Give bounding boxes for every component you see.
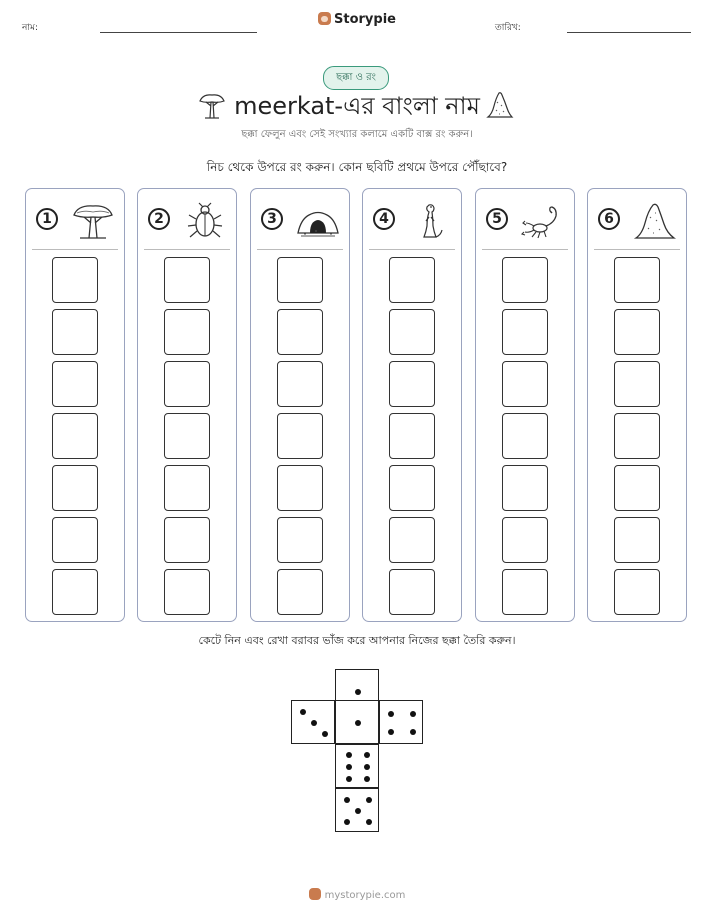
color-box[interactable] — [164, 309, 210, 355]
color-box[interactable] — [614, 361, 660, 407]
color-box[interactable] — [277, 309, 323, 355]
die-pip — [388, 711, 394, 717]
die-face-left-3 — [291, 700, 335, 744]
color-box[interactable] — [164, 257, 210, 303]
color-box[interactable] — [277, 413, 323, 459]
die-pip — [364, 776, 370, 782]
color-box[interactable] — [52, 465, 98, 511]
die-pip — [355, 808, 361, 814]
brand-name: Storypie — [334, 12, 396, 27]
color-box[interactable] — [389, 465, 435, 511]
color-box[interactable] — [502, 309, 548, 355]
name-line[interactable] — [100, 32, 257, 33]
column-divider — [369, 249, 455, 250]
color-box[interactable] — [277, 465, 323, 511]
beetle-icon — [182, 201, 228, 241]
color-box[interactable] — [52, 413, 98, 459]
column-divider — [144, 249, 230, 250]
die-pip — [344, 797, 350, 803]
column-number: 5 — [486, 208, 508, 230]
die-face-center-1 — [335, 700, 379, 744]
die-pip — [355, 689, 361, 695]
page-title: meerkat-এর বাংলা নাম — [234, 92, 480, 120]
column-6 — [587, 188, 687, 622]
color-box[interactable] — [164, 465, 210, 511]
color-box[interactable] — [52, 569, 98, 615]
color-box[interactable] — [277, 569, 323, 615]
color-box[interactable] — [164, 413, 210, 459]
color-box[interactable] — [164, 569, 210, 615]
cut-instruction: কেটে নিন এবং রেখা বরাবর ভাঁজ করে আপনার নিজের ছক্কা তৈরি করুন। — [198, 634, 516, 647]
brand-logo — [0, 12, 714, 27]
column-3 — [250, 188, 350, 622]
color-box[interactable] — [164, 361, 210, 407]
column-2 — [137, 188, 237, 622]
date-line[interactable] — [567, 32, 691, 33]
footer — [0, 888, 714, 901]
die-face-right-4 — [379, 700, 423, 744]
termite-mound-icon — [485, 90, 515, 120]
color-box[interactable] — [614, 517, 660, 563]
color-box[interactable] — [52, 257, 98, 303]
question-text: নিচ থেকে উপরে রং করুন। কোন ছবিটি প্রথমে উপরে পৌঁছাবে? — [206, 160, 508, 174]
color-box[interactable] — [389, 257, 435, 303]
meerkat-icon — [407, 201, 453, 241]
column-4 — [362, 188, 462, 622]
color-box[interactable] — [389, 309, 435, 355]
footer-url: mystorypie.com — [324, 890, 406, 901]
die-pip — [410, 711, 416, 717]
color-box[interactable] — [277, 257, 323, 303]
column-number: 3 — [261, 208, 283, 230]
die-pip — [346, 764, 352, 770]
column-5 — [475, 188, 575, 622]
die-pip — [366, 819, 372, 825]
die-pip — [388, 729, 394, 735]
color-box[interactable] — [277, 517, 323, 563]
column-divider — [257, 249, 343, 250]
termite-mound-icon — [632, 201, 678, 241]
die-pip — [364, 764, 370, 770]
scorpion-icon — [520, 201, 566, 241]
date-label: তারিখ: — [495, 23, 521, 33]
color-box[interactable] — [614, 309, 660, 355]
color-box[interactable] — [389, 413, 435, 459]
color-box[interactable] — [502, 569, 548, 615]
column-divider — [594, 249, 680, 250]
name-label: নাম: — [22, 23, 39, 33]
color-box[interactable] — [389, 517, 435, 563]
color-box[interactable] — [614, 413, 660, 459]
color-box[interactable] — [502, 361, 548, 407]
storypie-logo-icon — [309, 888, 321, 900]
color-box[interactable] — [52, 361, 98, 407]
color-box[interactable] — [502, 465, 548, 511]
color-box[interactable] — [614, 257, 660, 303]
color-box[interactable] — [502, 413, 548, 459]
burrow-icon — [295, 201, 341, 241]
column-number: 4 — [373, 208, 395, 230]
die-pip — [346, 752, 352, 758]
column-number: 1 — [36, 208, 58, 230]
column-divider — [482, 249, 568, 250]
color-box[interactable] — [614, 569, 660, 615]
color-box[interactable] — [502, 257, 548, 303]
color-box[interactable] — [277, 361, 323, 407]
column-number: 6 — [598, 208, 620, 230]
color-box[interactable] — [614, 465, 660, 511]
die-pip — [311, 720, 317, 726]
column-divider — [32, 249, 118, 250]
die-face-bottom-5 — [335, 788, 379, 832]
die-pip — [410, 729, 416, 735]
column-number: 2 — [148, 208, 170, 230]
color-box[interactable] — [389, 569, 435, 615]
die-pip — [344, 819, 350, 825]
die-pip — [346, 776, 352, 782]
storypie-logo-icon — [318, 12, 331, 25]
die-pip — [364, 752, 370, 758]
die-pip — [355, 720, 361, 726]
acacia-tree-icon — [70, 201, 116, 241]
instructions-subtitle: ছক্কা ফেলুন এবং সেই সংখ্যার কলামে একটি বাক্স রং করুন। — [241, 129, 473, 140]
color-box[interactable] — [52, 309, 98, 355]
die-pip — [300, 709, 306, 715]
die-face-below-6 — [335, 744, 379, 788]
activity-badge: ছক্কা ও রং — [323, 66, 389, 90]
color-box[interactable] — [389, 361, 435, 407]
column-1 — [25, 188, 125, 622]
die-pip — [322, 731, 328, 737]
color-box[interactable] — [52, 517, 98, 563]
color-box[interactable] — [164, 517, 210, 563]
color-box[interactable] — [502, 517, 548, 563]
die-pip — [366, 797, 372, 803]
